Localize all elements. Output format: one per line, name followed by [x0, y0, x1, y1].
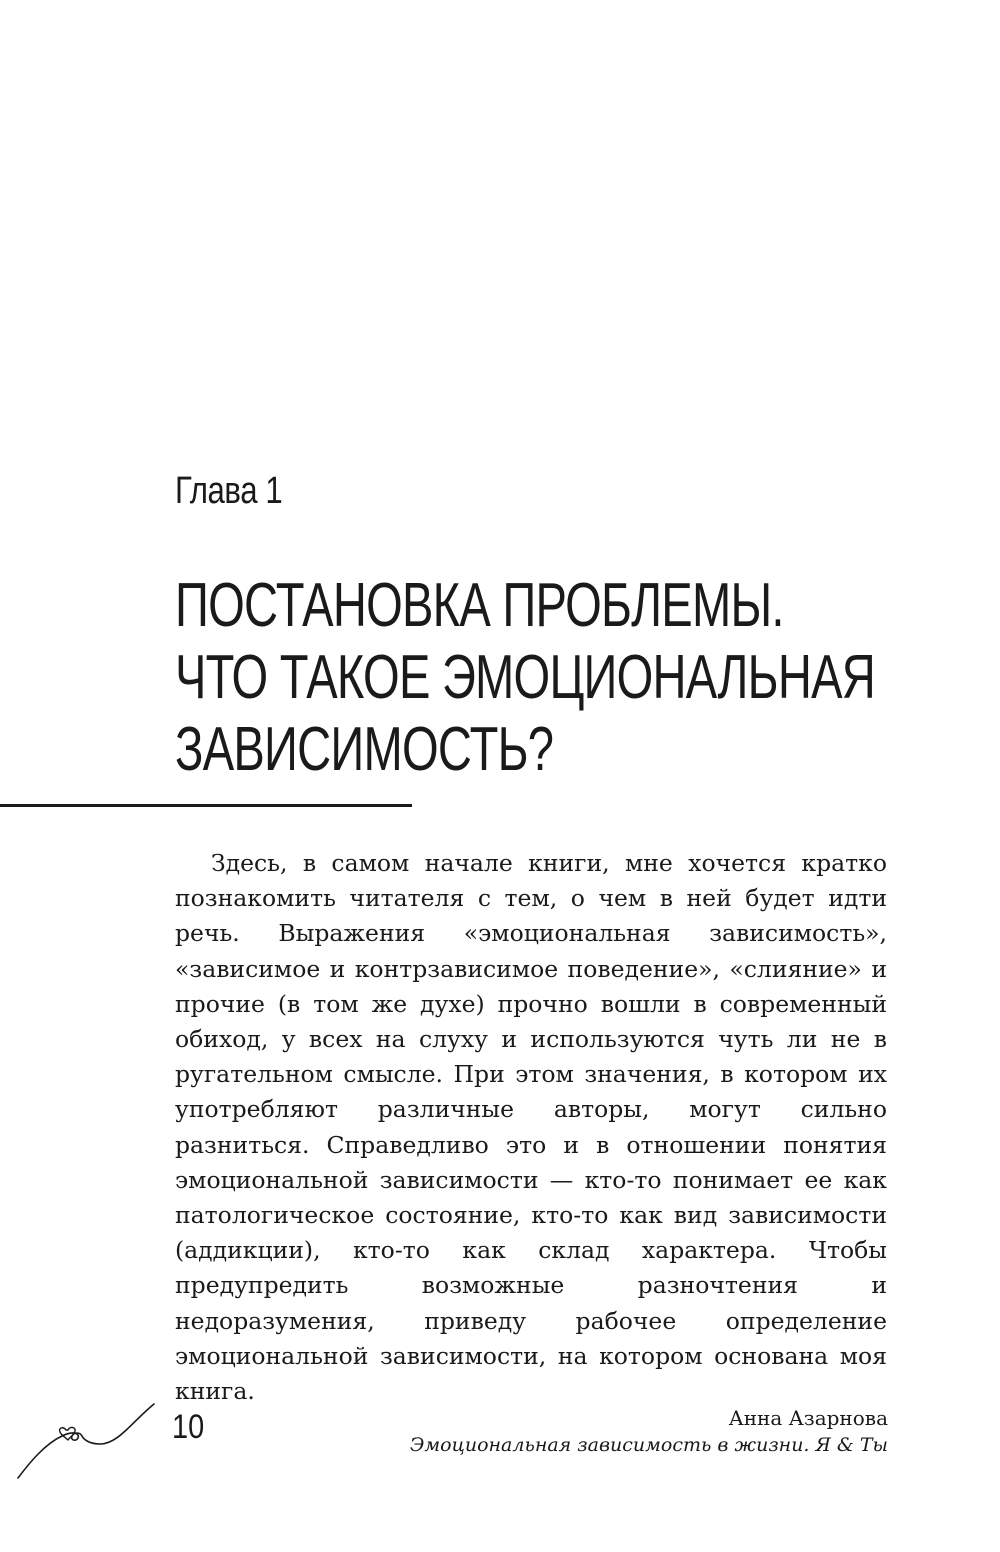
chapter-label: Глава 1	[175, 470, 283, 512]
footer-author: Анна Азарнова	[728, 1406, 888, 1430]
footer-book-title: Эмоциональная зависимость в жизни. Я & Ты	[409, 1434, 888, 1456]
chapter-title-line-2: ЧТО ТАКОЕ ЭМОЦИОНАЛЬНАЯ	[175, 643, 876, 712]
chapter-title-line-3: ЗАВИСИМОСТЬ?	[175, 715, 554, 784]
section-divider	[0, 804, 412, 807]
chapter-title-line-1: ПОСТАНОВКА ПРОБЛЕМЫ.	[175, 571, 784, 640]
chapter-title	[175, 570, 876, 786]
body-paragraph: Здесь, в самом начале книги, мне хочется кратко познакомить читателя с тем, о чем в ней будет идти речь. Выражения «эмоциональная зависимость», «зависимое и контрзависимое поведение», «слияние» и прочие (в том же духе) прочно вошли в современный обиход, у всех на слуху и используются чуть ли не в ругательном смысле. При этом значения, в котором их употребляют различные авторы, могут сильно разниться. Справедливо это и в отношении понятия эмоциональной зависимости — кто-то понимает ее как патологическое состояние, кто-то как вид зависимости (аддикции), кто-то как склад характера. Чтобы предупредить возможные разночтения и недоразумения, приведу рабочее определение эмоциональной зависимости, на котором основана моя книга.	[175, 849, 887, 1406]
heart-swirl-icon	[0, 1392, 170, 1482]
page-number: 10	[172, 1408, 205, 1446]
